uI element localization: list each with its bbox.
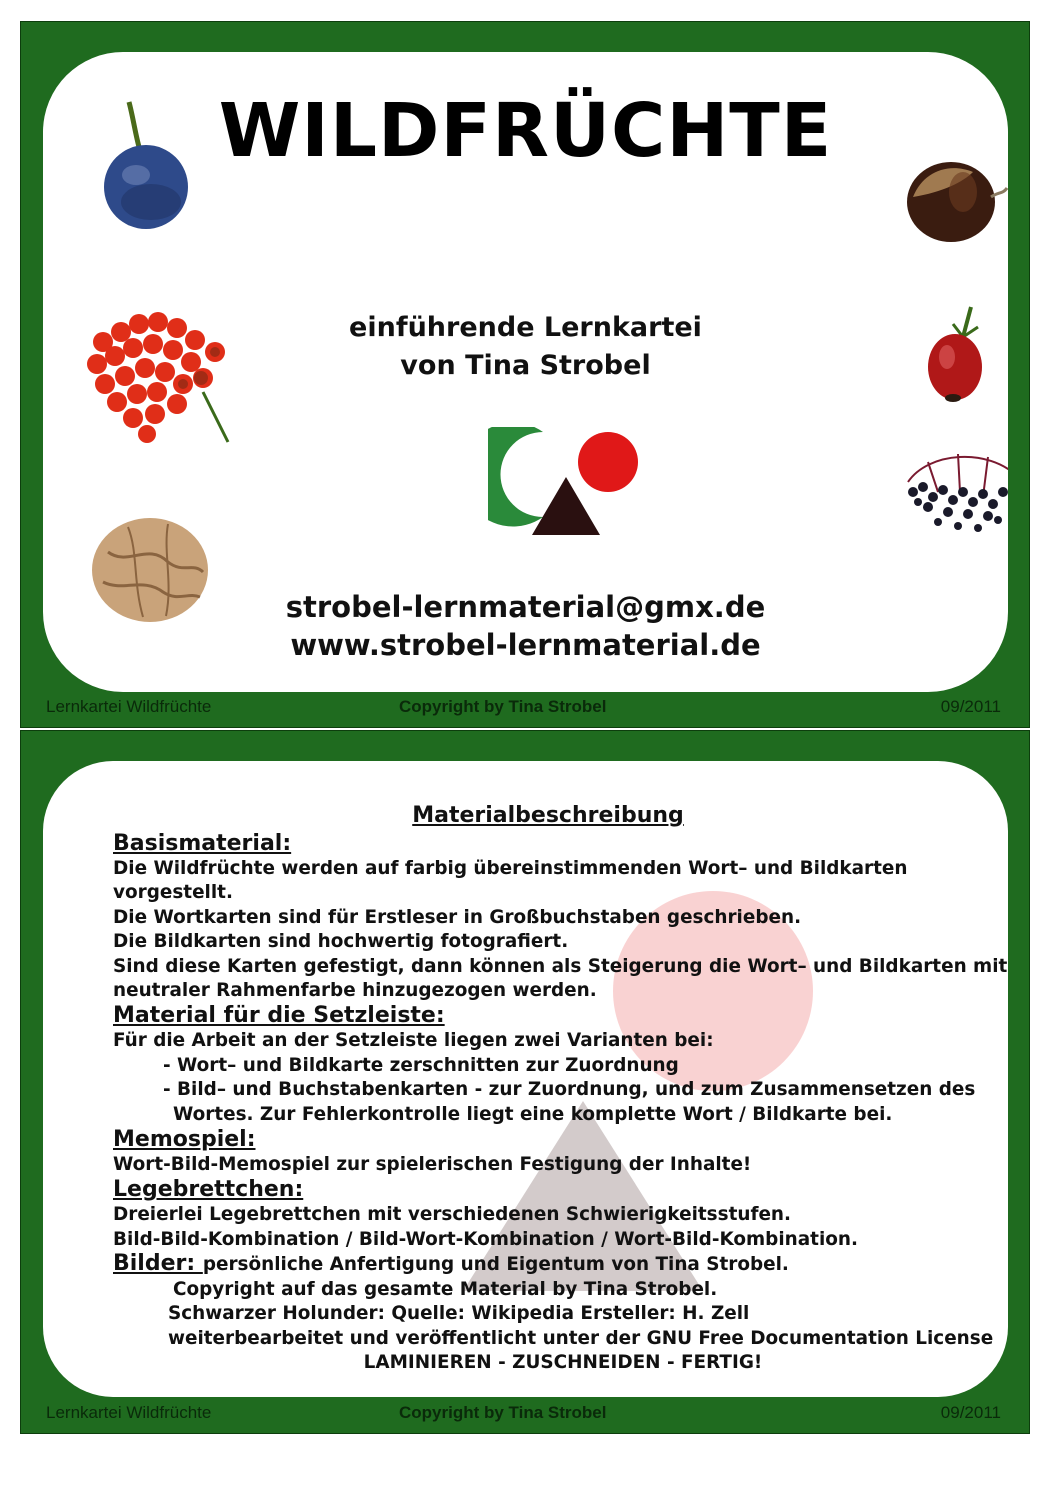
footer-right: 09/2011 [940,697,1001,716]
subtitle-line-2: von Tina Strobel [400,350,651,381]
setzleiste-item-1: - Wort– und Bildkarte zerschnitten zur Zuordnung [163,1054,679,1076]
contact-block [43,588,1008,664]
setzleiste-intro: Für die Arbeit an der Setzleiste liegen zwei Varianten bei: [113,1030,714,1052]
setzleiste-heading: Material für die Setzleiste: [113,1003,445,1029]
card-title: WILDFRÜCHTE [218,88,833,174]
footer-center: Copyright by Tina Strobel [399,1403,607,1422]
license-line: weiterbearbeitet und veröffentlicht unter der GNU Free Documentation License [168,1327,994,1349]
website-address: www.strobel-lernmaterial.de [290,628,761,662]
elderberries-image [898,442,1008,542]
bilder-heading: Bilder: [113,1251,203,1277]
legebrettchen-line-1: Dreierlei Legebrettchen mit verschiedenen Schwierigkeitsstufen. [113,1204,792,1226]
subtitle [43,309,1008,385]
copyright-line: Copyright auf das gesamte Material by Tina Strobel. [173,1278,718,1300]
basis-line-4: Die Bildkarten sind hochwertig fotografiert. [113,931,569,953]
basis-line-3: Die Wortkarten sind für Erstleser in Großbuchstaben geschrieben. [113,906,802,928]
basis-line-5: Sind diese Karten gefestigt, dann können als Steigerung die Wort– und Bildkarten mit [113,955,1008,977]
setzleiste-item-2-cont: Wortes. Zur Fehlerkontrolle liegt eine komplette Wort / Bildkarte bei. [173,1103,893,1125]
email-address: strobel-lernmaterial@gmx.de [285,590,766,624]
publisher-logo [488,427,648,542]
final-instruction: LAMINIEREN - ZUSCHNEIDEN - FERTIG! [363,1351,763,1373]
plum-image [91,97,191,232]
holunder-source-line: Schwarzer Holunder: Quelle: Wikipedia Ersteller: H. Zell [168,1303,750,1325]
basis-heading: Basismaterial: [113,831,292,856]
memospiel-text: Wort-Bild-Memospiel zur spielerischen Festigung der Inhalte! [113,1154,752,1176]
description-text [113,801,1008,1375]
basis-line-2: vorgestellt. [113,882,233,904]
card-footer [21,1403,1029,1427]
description-heading: Materialbeschreibung [412,803,684,828]
description-card-panel [43,761,1008,1397]
subtitle-line-1: einführende Lernkartei [349,312,702,343]
basis-line-1: Die Wildfrüchte werden auf farbig übereinstimmenden Wort– und Bildkarten [113,858,908,879]
legebrettchen-heading: Legebrettchen: [113,1177,304,1203]
legebrettchen-line-2: Bild-Bild-Kombination / Bild-Wort-Kombination / Wort-Bild-Kombination. [113,1228,858,1250]
footer-left: Lernkartei Wildfrüchte [46,1403,212,1422]
setzleiste-item-2: - Bild– und Buchstabenkarten - zur Zuordnung, und zum Zusammensetzen des [163,1079,976,1101]
basis-line-6: neutraler Rahmenfarbe hinzugezogen werden. [113,980,597,1002]
title-card [20,21,1030,728]
footer-center: Copyright by Tina Strobel [399,697,607,716]
title-card-panel [43,52,1008,692]
bilder-text: persönliche Anfertigung und Eigentum von Tina Strobel. [202,1254,789,1276]
chestnut-image [903,152,1008,247]
description-card [20,730,1030,1434]
memospiel-heading: Memospiel: [113,1127,256,1153]
footer-left: Lernkartei Wildfrüchte [46,697,212,716]
bilder-line [113,1252,1008,1277]
footer-right: 09/2011 [940,1403,1001,1422]
card-footer [21,697,1029,721]
